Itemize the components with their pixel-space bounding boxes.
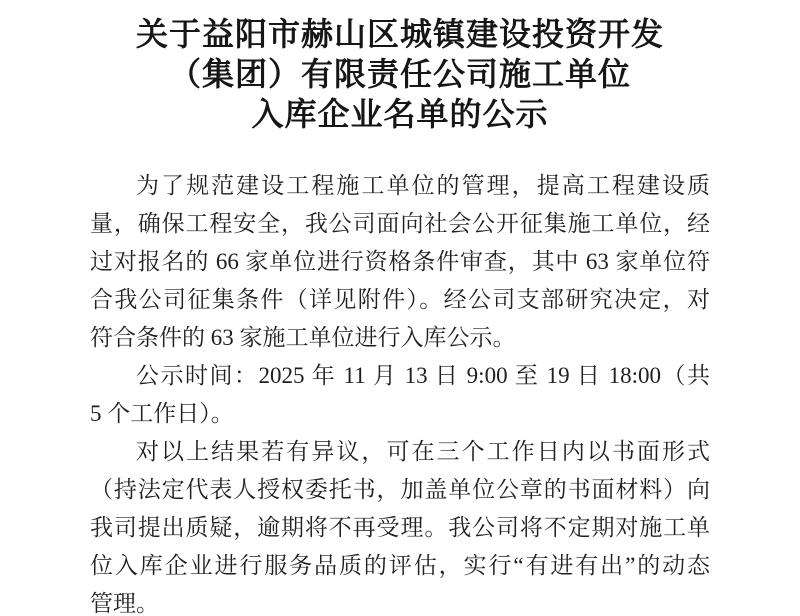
paragraph-line: 5 个工作日）。 <box>90 401 234 426</box>
title-line: 关于益阳市赫山区城镇建设投资开发 <box>135 16 664 52</box>
paragraph-line: （持法定代表人授权委托书，加盖单位公章的书面材料）向 <box>90 477 710 502</box>
paragraph-line: 管理。 <box>90 591 159 616</box>
paragraph-line: 为了规范建设工程施工单位的管理，提高工程建设质 <box>136 173 710 198</box>
paragraph-line: 公示时间：2025 年 11 月 13 日 9:00 至 19 日 18:00（共 <box>136 363 710 388</box>
title-line: 入库企业名单的公示 <box>251 96 549 132</box>
paragraph <box>90 167 710 357</box>
paragraph-line: 我司提出质疑，逾期将不再受理。我公司将不定期对施工单 <box>90 515 710 540</box>
paragraph-line: 对以上结果若有异议，可在三个工作日内以书面形式 <box>136 439 710 464</box>
paragraph-line: 合我公司征集条件（详见附件）。经公司支部研究决定，对 <box>90 287 710 312</box>
paragraph-line: 过对报名的 66 家单位进行资格条件审查，其中 63 家单位符 <box>90 249 710 274</box>
notice-body <box>90 167 710 616</box>
paragraph <box>90 357 710 433</box>
paragraph-line: 符合条件的 63 家施工单位进行入库公示。 <box>90 325 516 350</box>
title-line: （集团）有限责任公司施工单位 <box>168 56 631 92</box>
page-title <box>0 0 800 134</box>
paragraph-line: 量，确保工程安全，我公司面向社会公开征集施工单位，经 <box>90 211 710 236</box>
paragraph-line: 位入库企业进行服务品质的评估，实行“有进有出”的动态 <box>90 553 710 578</box>
paragraph <box>90 433 710 616</box>
